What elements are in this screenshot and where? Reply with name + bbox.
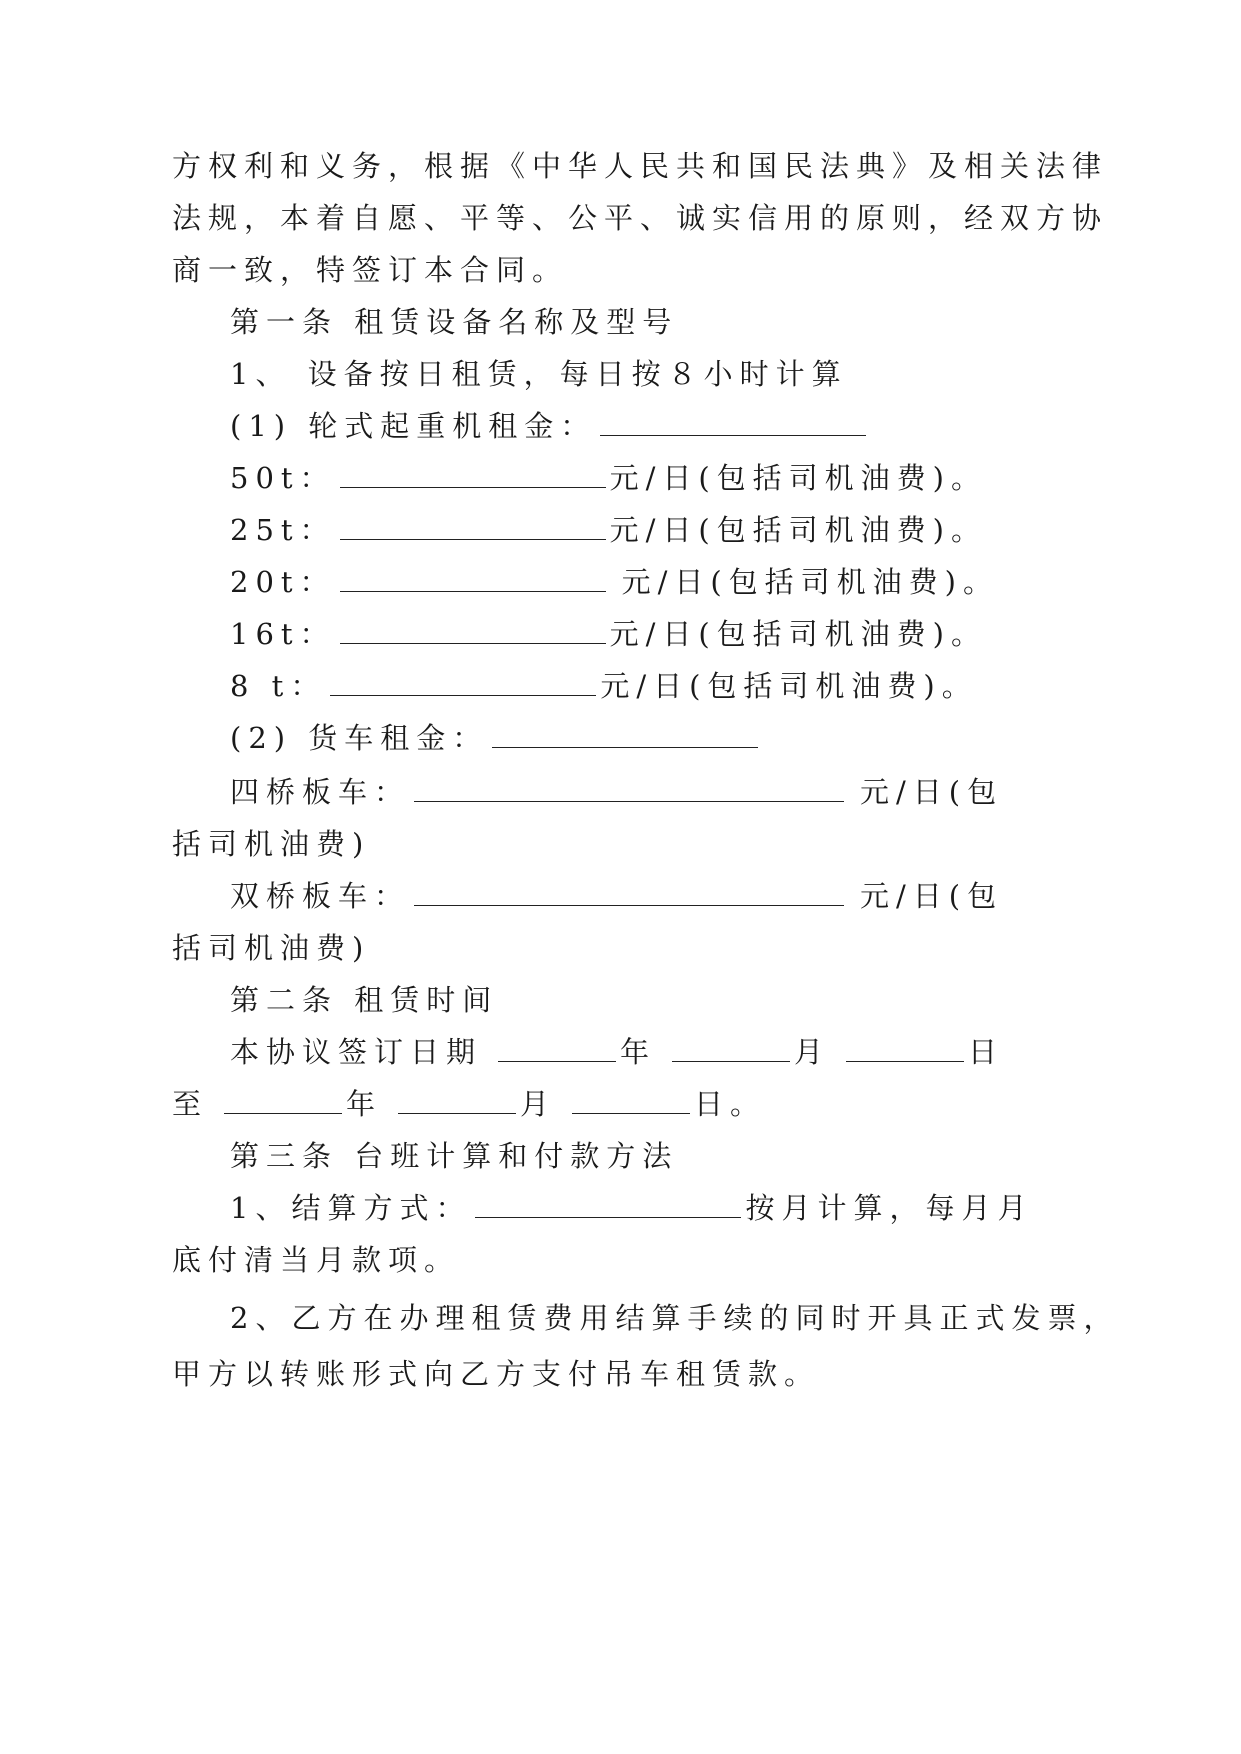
blank-month[interactable] (398, 1085, 516, 1114)
blank-field[interactable] (600, 407, 866, 436)
article-heading (230, 1136, 678, 1176)
field-label: (1) 轮式起重机租金： (230, 409, 597, 443)
text-span: 甲方以转账形式向乙方支付吊车租赁款。 (172, 1357, 821, 1391)
text-span: 第一条 租赁设备名称及型号 (230, 305, 679, 339)
field-label: 1、结算方式： (230, 1191, 472, 1225)
text-span: 法规，本着自愿、平等、公平、诚实信用的原则，经双方协 (172, 201, 1109, 235)
field-suffix: 月 (520, 1087, 557, 1121)
field-label: 本协议签订日期 (230, 1035, 483, 1069)
form-line (230, 876, 1003, 916)
form-line (230, 1188, 1033, 1228)
field-suffix: 月 (794, 1035, 831, 1069)
blank-field[interactable] (330, 667, 596, 696)
date-line (172, 1084, 766, 1124)
paragraph-line (230, 1298, 1119, 1338)
field-label: 至 (172, 1087, 209, 1121)
text-span: 括司机油费) (172, 827, 371, 861)
blank-field[interactable] (475, 1189, 741, 1218)
field-label: 16t： (230, 617, 336, 651)
blank-field[interactable] (492, 719, 758, 748)
form-line (230, 772, 1003, 812)
article-heading (230, 302, 678, 342)
blank-field[interactable] (340, 615, 606, 644)
text-span: 第二条 租赁时间 (230, 983, 499, 1017)
paragraph-line (172, 250, 568, 290)
field-suffix: 元/日(包括司机油费)。 (609, 513, 987, 547)
field-label: 25t： (230, 513, 336, 547)
form-line (230, 666, 978, 706)
field-label: (2) 货车租金： (230, 721, 489, 755)
text-span: 第三条 台班计算和付款方法 (230, 1139, 679, 1173)
field-label: 50t： (230, 461, 336, 495)
field-suffix: 按月计算，每月月 (745, 1191, 1034, 1225)
blank-field[interactable] (340, 563, 606, 592)
form-line (230, 406, 870, 446)
text-span: 商一致，特签订本合同。 (172, 253, 569, 287)
field-suffix: 年 (620, 1035, 657, 1069)
blank-year[interactable] (224, 1085, 342, 1114)
form-line (230, 718, 762, 758)
text-span: 2、乙方在办理租赁费用结算手续的同时开具正式发票， (230, 1301, 1120, 1335)
field-suffix: 元/日(包括司机油费)。 (609, 617, 987, 651)
paragraph-line (172, 198, 1108, 238)
blank-day[interactable] (572, 1085, 690, 1114)
paragraph-line (172, 1354, 820, 1394)
text-span: 方权利和义务，根据《中华人民共和国民法典》及相关法律 (172, 149, 1109, 183)
blank-field[interactable] (340, 511, 606, 540)
form-line (230, 562, 999, 602)
paragraph-line (172, 146, 1108, 186)
paragraph-line (230, 354, 848, 394)
blank-year[interactable] (498, 1033, 616, 1062)
field-label: 双桥板车： (230, 879, 411, 913)
field-label: 20t： (230, 565, 336, 599)
blank-field[interactable] (340, 459, 606, 488)
field-suffix: 元/日(包括司机油费)。 (621, 565, 999, 599)
paragraph-line (172, 1240, 460, 1280)
blank-day[interactable] (846, 1033, 964, 1062)
form-line (230, 458, 987, 498)
form-line (230, 510, 987, 550)
field-label: 8 t： (230, 669, 327, 703)
blank-month[interactable] (672, 1033, 790, 1062)
form-line (230, 614, 987, 654)
field-suffix: 日 (968, 1035, 1005, 1069)
field-suffix: 元/日(包 (860, 879, 1004, 913)
blank-field[interactable] (414, 773, 844, 802)
text-span: 括司机油费) (172, 931, 371, 965)
date-line (230, 1032, 1004, 1072)
paragraph-line (172, 824, 370, 864)
article-heading (230, 980, 498, 1020)
field-suffix: 年 (346, 1087, 383, 1121)
field-suffix: 日。 (694, 1087, 767, 1121)
paragraph-line (172, 928, 370, 968)
blank-field[interactable] (414, 877, 844, 906)
field-suffix: 元/日(包 (860, 775, 1004, 809)
field-label: 四桥板车： (230, 775, 411, 809)
field-suffix: 元/日(包括司机油费)。 (600, 669, 978, 703)
field-suffix: 元/日(包括司机油费)。 (609, 461, 987, 495)
text-span: 1、 设备按日租赁，每日按８小时计算 (230, 357, 848, 391)
text-span: 底付清当月款项。 (172, 1243, 461, 1277)
